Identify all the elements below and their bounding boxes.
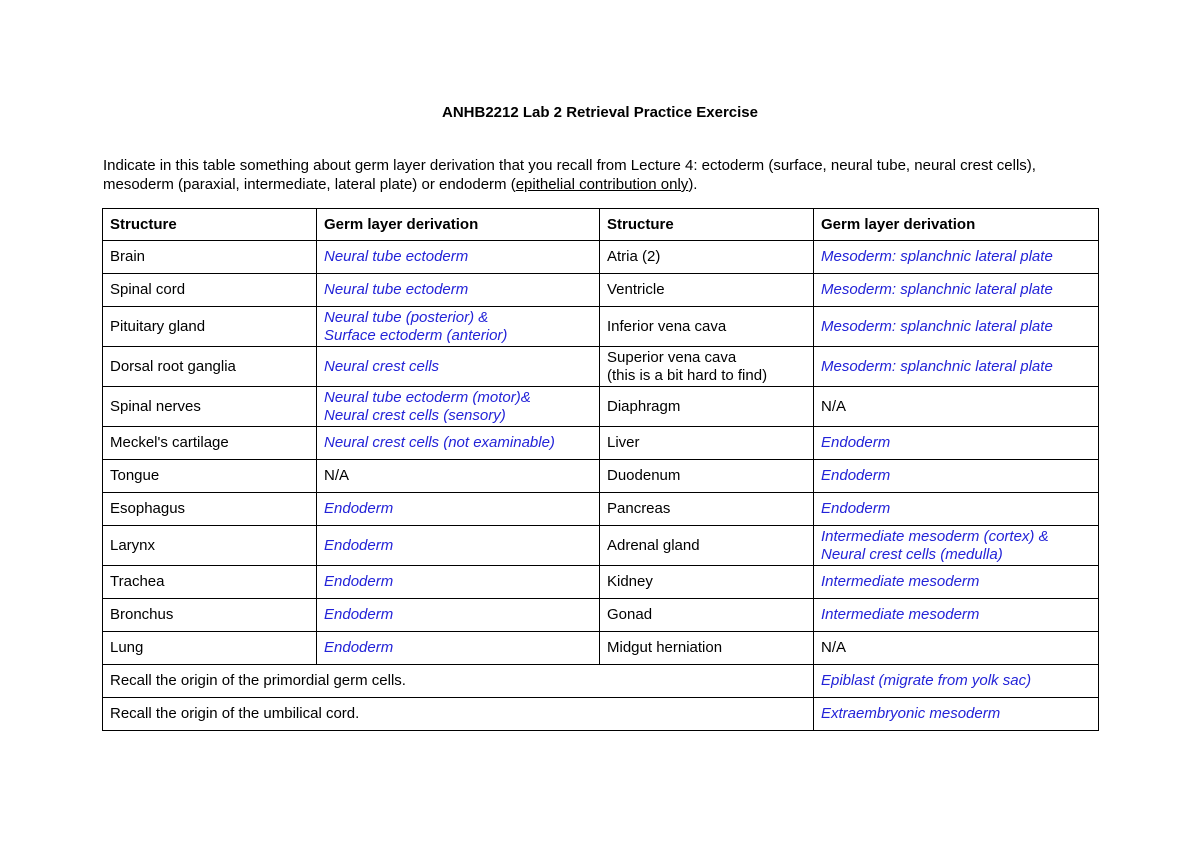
derivation-cell [317, 307, 600, 347]
structure-cell: Pituitary gland [103, 307, 317, 347]
derivation-cell: N/A [814, 632, 1099, 665]
derivation-cell [317, 526, 600, 566]
structure-cell: Spinal nerves [103, 387, 317, 427]
structure-cell: Trachea [103, 566, 317, 599]
structure-cell [600, 493, 814, 526]
recall-question: Recall the origin of the primordial germ cells. [103, 665, 814, 698]
derivation-cell [814, 241, 1099, 274]
germ-layer-table [102, 208, 1099, 731]
derivation-text: Surface ectoderm (anterior) [324, 326, 508, 344]
structure-text: Adrenal gland [607, 536, 700, 554]
structure-text: Kidney [607, 573, 653, 590]
derivation-text: Intermediate mesoderm [821, 573, 980, 590]
header-structure-1: Structure [103, 209, 317, 241]
table-row [103, 427, 1099, 460]
structure-cell [600, 632, 814, 665]
derivation-text: Neural crest cells [324, 357, 440, 375]
recall-answer: Epiblast (migrate from yolk sac) [814, 665, 1099, 698]
derivation-cell [814, 307, 1099, 347]
table-row [103, 307, 1099, 347]
table-row [103, 599, 1099, 632]
derivation-text: Mesoderm: splanchnic lateral plate [821, 317, 1053, 335]
structure-cell [600, 427, 814, 460]
structure-cell [600, 307, 814, 347]
structure-text: Superior vena cava [607, 348, 737, 366]
table-row [103, 387, 1099, 427]
structure-text: Midgut herniation [607, 639, 723, 656]
derivation-text: Endoderm [324, 573, 394, 590]
structure-text: Gonad [607, 606, 653, 623]
derivation-cell [814, 566, 1099, 599]
recall-row [103, 698, 1099, 731]
derivation-cell [814, 347, 1099, 387]
derivation-cell [317, 493, 600, 526]
derivation-cell [317, 387, 600, 427]
instructions-underlined: epithelial contribution only [515, 176, 689, 193]
derivation-cell [814, 460, 1099, 493]
table-row [103, 632, 1099, 665]
recall-answer: Extraembryonic mesoderm [814, 698, 1099, 731]
derivation-text: Neural tube (posterior) & [324, 308, 489, 326]
derivation-text: Neural tube ectoderm [324, 281, 469, 298]
structure-cell: Tongue [103, 460, 317, 493]
derivation-text: Neural crest cells (not examinable) [324, 434, 555, 451]
header-germ-layer-2: Germ layer derivation [814, 209, 1099, 241]
structure-cell: Brain [103, 241, 317, 274]
structure-text: Diaphragm [607, 397, 681, 415]
structure-cell [600, 526, 814, 566]
table-header-row [103, 209, 1099, 241]
structure-cell [600, 599, 814, 632]
structure-text: Atria (2) [607, 248, 661, 265]
instructions-text: Indicate in this table something about germ layer derivation that you recall from Lecture 4: ectoderm (surface, neural tube, neural crest cells), mesoderm (paraxial, intermediate, lateral plate) or endoderm ( [103, 157, 1036, 193]
derivation-text: Mesoderm: splanchnic lateral plate [821, 248, 1053, 265]
derivation-text: Endoderm [821, 500, 891, 517]
structure-text: Inferior vena cava [607, 317, 727, 335]
header-germ-layer-1: Germ layer derivation [317, 209, 600, 241]
derivation-cell [317, 347, 600, 387]
derivation-text: Neural crest cells (medulla) [821, 545, 1003, 563]
structure-text: (this is a bit hard to find) [607, 366, 768, 384]
structure-cell: Lung [103, 632, 317, 665]
derivation-text: Endoderm [324, 536, 394, 554]
derivation-text: Endoderm [821, 467, 891, 484]
structure-cell [600, 347, 814, 387]
derivation-cell: N/A [317, 460, 600, 493]
derivation-cell [317, 599, 600, 632]
recall-question: Recall the origin of the umbilical cord. [103, 698, 814, 731]
structure-text: Duodenum [607, 467, 681, 484]
derivation-cell [814, 493, 1099, 526]
table-row [103, 526, 1099, 566]
structure-cell [600, 387, 814, 427]
derivation-text: Endoderm [821, 434, 891, 451]
structure-cell [600, 241, 814, 274]
table-row [103, 241, 1099, 274]
table-row [103, 460, 1099, 493]
derivation-cell [317, 566, 600, 599]
header-structure-2: Structure [600, 209, 814, 241]
table-row [103, 493, 1099, 526]
structure-cell: Spinal cord [103, 274, 317, 307]
structure-cell: Meckel's cartilage [103, 427, 317, 460]
derivation-cell [317, 274, 600, 307]
table-row [103, 566, 1099, 599]
structure-cell [600, 566, 814, 599]
structure-cell [600, 274, 814, 307]
derivation-cell [317, 427, 600, 460]
table-row [103, 347, 1099, 387]
derivation-text: Mesoderm: splanchnic lateral plate [821, 357, 1053, 375]
derivation-text: Neural tube ectoderm [324, 248, 469, 265]
derivation-cell [317, 632, 600, 665]
structure-cell [600, 460, 814, 493]
structure-cell: Larynx [103, 526, 317, 566]
table-row [103, 274, 1099, 307]
structure-text: Liver [607, 434, 640, 451]
derivation-text: Intermediate mesoderm [821, 606, 980, 623]
derivation-cell [814, 427, 1099, 460]
instructions-suffix: ). [688, 176, 698, 193]
derivation-text: Intermediate mesoderm (cortex) & [821, 527, 1049, 545]
structure-cell: Esophagus [103, 493, 317, 526]
document-title: ANHB2212 Lab 2 Retrieval Practice Exercise [441, 104, 758, 121]
derivation-text: Mesoderm: splanchnic lateral plate [821, 281, 1053, 298]
recall-row [103, 665, 1099, 698]
derivation-cell [814, 526, 1099, 566]
derivation-cell [814, 274, 1099, 307]
structure-cell: Bronchus [103, 599, 317, 632]
instructions-paragraph [103, 156, 1103, 194]
derivation-cell [814, 599, 1099, 632]
derivation-text: Endoderm [324, 606, 394, 623]
derivation-text: Neural crest cells (sensory) [324, 406, 506, 424]
derivation-cell [317, 241, 600, 274]
derivation-cell: N/A [814, 387, 1099, 427]
structure-text: Pancreas [607, 500, 671, 517]
derivation-text: Neural tube ectoderm (motor)& [324, 388, 531, 406]
derivation-text: Endoderm [324, 639, 394, 656]
derivation-text: Endoderm [324, 500, 394, 517]
structure-text: Ventricle [607, 281, 665, 298]
structure-cell: Dorsal root ganglia [103, 347, 317, 387]
